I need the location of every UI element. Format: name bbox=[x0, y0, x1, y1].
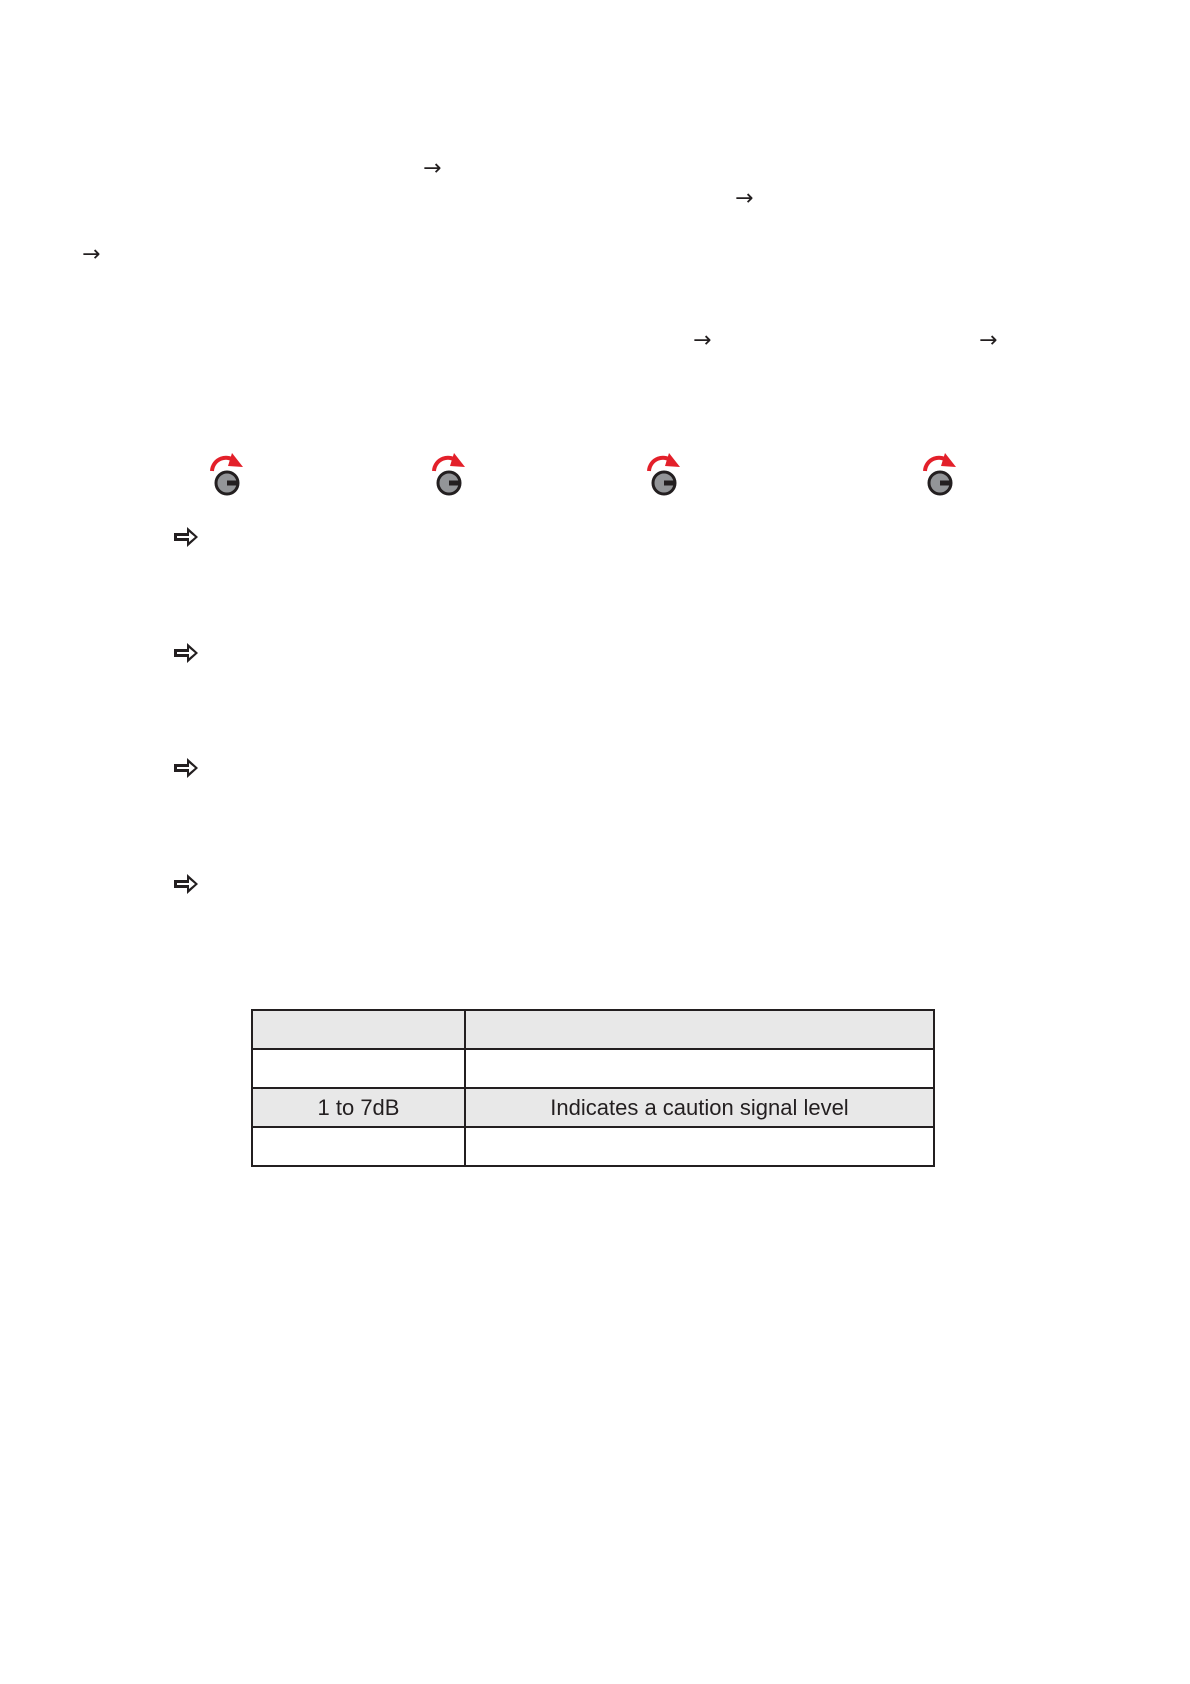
right-arrow-icon: → bbox=[423, 156, 442, 181]
table-row bbox=[252, 1127, 934, 1166]
signal-level-table bbox=[251, 1009, 935, 1167]
table-row bbox=[252, 1088, 934, 1127]
bold-right-arrow-icon bbox=[172, 757, 200, 779]
rotary-knob-icon bbox=[429, 453, 469, 497]
table-row bbox=[252, 1049, 934, 1088]
range-cell bbox=[252, 1127, 465, 1166]
meaning-cell bbox=[465, 1049, 934, 1088]
table-row bbox=[252, 1010, 934, 1049]
rotary-knob-icon bbox=[920, 453, 960, 497]
meaning-cell bbox=[465, 1010, 934, 1049]
bold-right-arrow-icon bbox=[172, 526, 200, 548]
rotary-knob-icon bbox=[207, 453, 247, 497]
meaning-cell bbox=[465, 1127, 934, 1166]
meaning-cell: Indicates a caution signal level bbox=[465, 1088, 934, 1127]
right-arrow-icon: → bbox=[693, 328, 712, 353]
range-cell bbox=[252, 1049, 465, 1088]
bold-right-arrow-icon bbox=[172, 873, 200, 895]
right-arrow-icon: → bbox=[979, 328, 998, 353]
range-cell bbox=[252, 1010, 465, 1049]
bold-right-arrow-icon bbox=[172, 642, 200, 664]
range-cell: 1 to 7dB bbox=[252, 1088, 465, 1127]
right-arrow-icon: → bbox=[735, 186, 754, 211]
rotary-knob-icon bbox=[644, 453, 684, 497]
right-arrow-icon: → bbox=[82, 242, 101, 267]
